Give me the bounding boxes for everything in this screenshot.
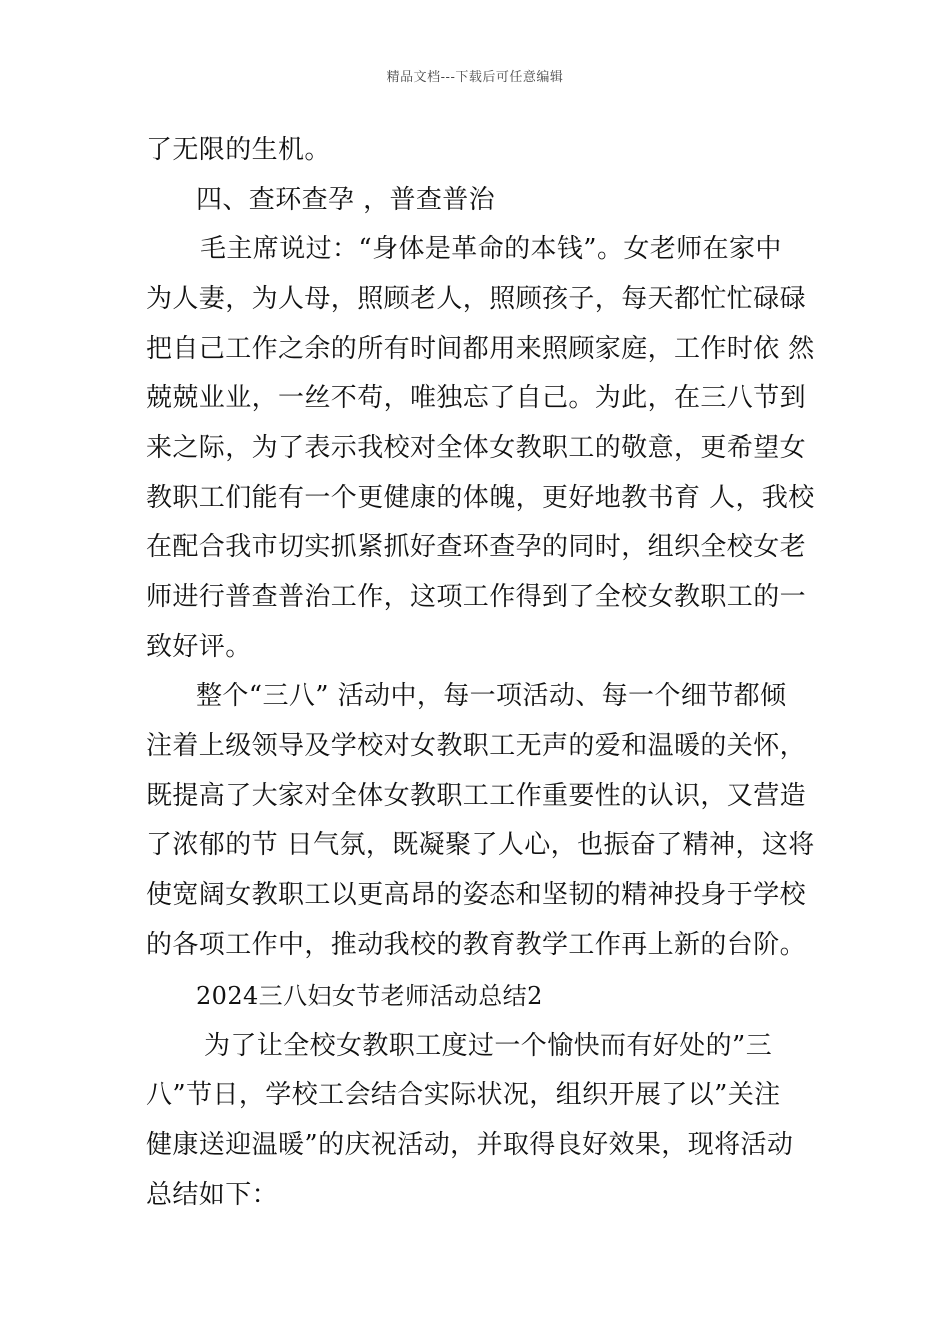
page-header: 精品文档---下载后可任意编辑	[386, 70, 564, 85]
text-line: 总结如下：	[146, 1180, 279, 1210]
text-line: 在配合我市切实抓紧抓好查环查孕的同时，组织全校女老	[146, 532, 807, 562]
text-line: 毛主席说过：“身体是革命的本钱”。女老师在家中	[200, 234, 782, 264]
text-line: 整个“三八” 活动中，每一项活动、每一个细节都倾	[196, 681, 787, 711]
text-line: 兢兢业业，一丝不苟，唯独忘了自己。为此，在三八节到	[146, 383, 807, 413]
text-line: 了无限的生机。	[146, 135, 331, 165]
section-heading: 四、查环查孕 ，普查普治	[196, 185, 496, 215]
text-line: 了浓郁的节 日气氛，既凝聚了人心，也振奋了精神，这将	[146, 830, 815, 860]
text-line: 使宽阔女教职工以更高昂的姿态和坚韧的精神投身于学校	[146, 880, 807, 910]
text-line: 教职工们能有一个更健康的体魄，更好地教书育 人，我校	[146, 483, 815, 513]
text-line: 来之际，为了表示我校对全体女教职工的敬意，更希望女	[146, 433, 807, 463]
text-line: 师进行普查普治工作，这项工作得到了全校女教职工的一	[146, 582, 807, 612]
text-line: 的各项工作中，推动我校的教育教学工作再上新的台阶。	[146, 930, 807, 960]
text-line: 既提高了大家对全体女教职工工作重要性的认识，又营造	[146, 781, 807, 811]
text-line: 把自己工作之余的所有时间都用来照顾家庭，工作时依 然	[146, 334, 815, 364]
text-line: 注着上级领导及学校对女教职工无声的爱和温暖的关怀，	[146, 731, 807, 761]
text-line: 为人妻，为人母，照顾老人，照顾孩子，每天都忙忙碌碌	[146, 284, 807, 314]
text-line: 为了让全校女教职工度过一个愉快而有好处的”三	[204, 1031, 773, 1061]
section-title: 2024三八妇女节老师活动总结2	[196, 982, 543, 1010]
text-line: 致好评。	[146, 632, 252, 662]
text-line: 八”节日，学校工会结合实际状况，组织开展了以”关注	[146, 1080, 781, 1110]
text-line: 健康送迎温暖”的庆祝活动，并取得良好效果，现将活动	[146, 1130, 794, 1160]
